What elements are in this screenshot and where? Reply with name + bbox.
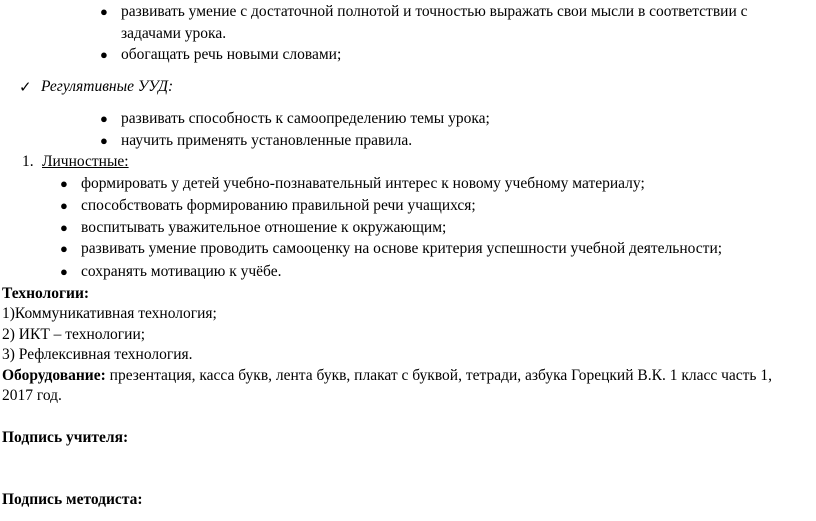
personal-item: способствовать формированию правильной речи учащихся;: [81, 197, 476, 214]
communicative-item: обогащать речь новыми словами;: [121, 46, 342, 63]
teacher-signature-label: Подпись учителя:: [2, 429, 129, 446]
personal-item: развивать умение проводить самооценку на основе критерия успешности учебной деятельности;: [81, 240, 723, 257]
technology-item: 2) ИКТ – технологии;: [2, 326, 146, 343]
communicative-item: развивать умение с достаточной полнотой и точностью выражать свои мысли в соответствии с: [121, 3, 748, 20]
technologies-heading: Технологии:: [2, 285, 90, 302]
bullet-icon: ●: [100, 4, 108, 19]
communicative-item-continuation: задачами урока.: [121, 25, 227, 42]
bullet-icon: ●: [100, 133, 108, 148]
bullet-icon: ●: [60, 176, 68, 191]
bullet-icon: ●: [60, 220, 68, 235]
technology-item: 3) Рефлексивная технология.: [2, 346, 193, 363]
equipment-label: Оборудование:: [2, 367, 106, 384]
regulative-heading: Регулятивные УУД:: [41, 78, 174, 95]
equipment-line: [2, 366, 772, 386]
equipment-text: презентация, касса букв, лента букв, плакат с буквой, тетради, азбука Горецкий В.К. 1 класс часть 1,: [105, 367, 772, 384]
personal-item: воспитывать уважительное отношение к окружающим;: [81, 219, 447, 236]
bullet-icon: ●: [100, 111, 108, 126]
personal-heading: Личностные:: [42, 153, 129, 170]
bullet-icon: ●: [100, 47, 108, 62]
bullet-icon: ●: [60, 198, 68, 213]
personal-item: формировать у детей учебно-познавательный интерес к новому учебному материалу;: [81, 175, 645, 192]
regulative-item: развивать способность к самоопределению темы урока;: [121, 110, 490, 127]
personal-item: сохранять мотивацию к учёбе.: [81, 263, 282, 280]
bullet-icon: ●: [60, 241, 68, 256]
methodist-signature-label: Подпись методиста:: [2, 491, 143, 508]
personal-number: 1.: [22, 153, 34, 170]
checkmark-icon: ✓: [19, 78, 32, 96]
technology-item: 1)Коммуникативная технология;: [2, 305, 217, 322]
bullet-icon: ●: [60, 264, 68, 279]
regulative-item: научить применять установленные правила.: [121, 132, 413, 149]
equipment-text-continuation: 2017 год.: [2, 387, 62, 404]
